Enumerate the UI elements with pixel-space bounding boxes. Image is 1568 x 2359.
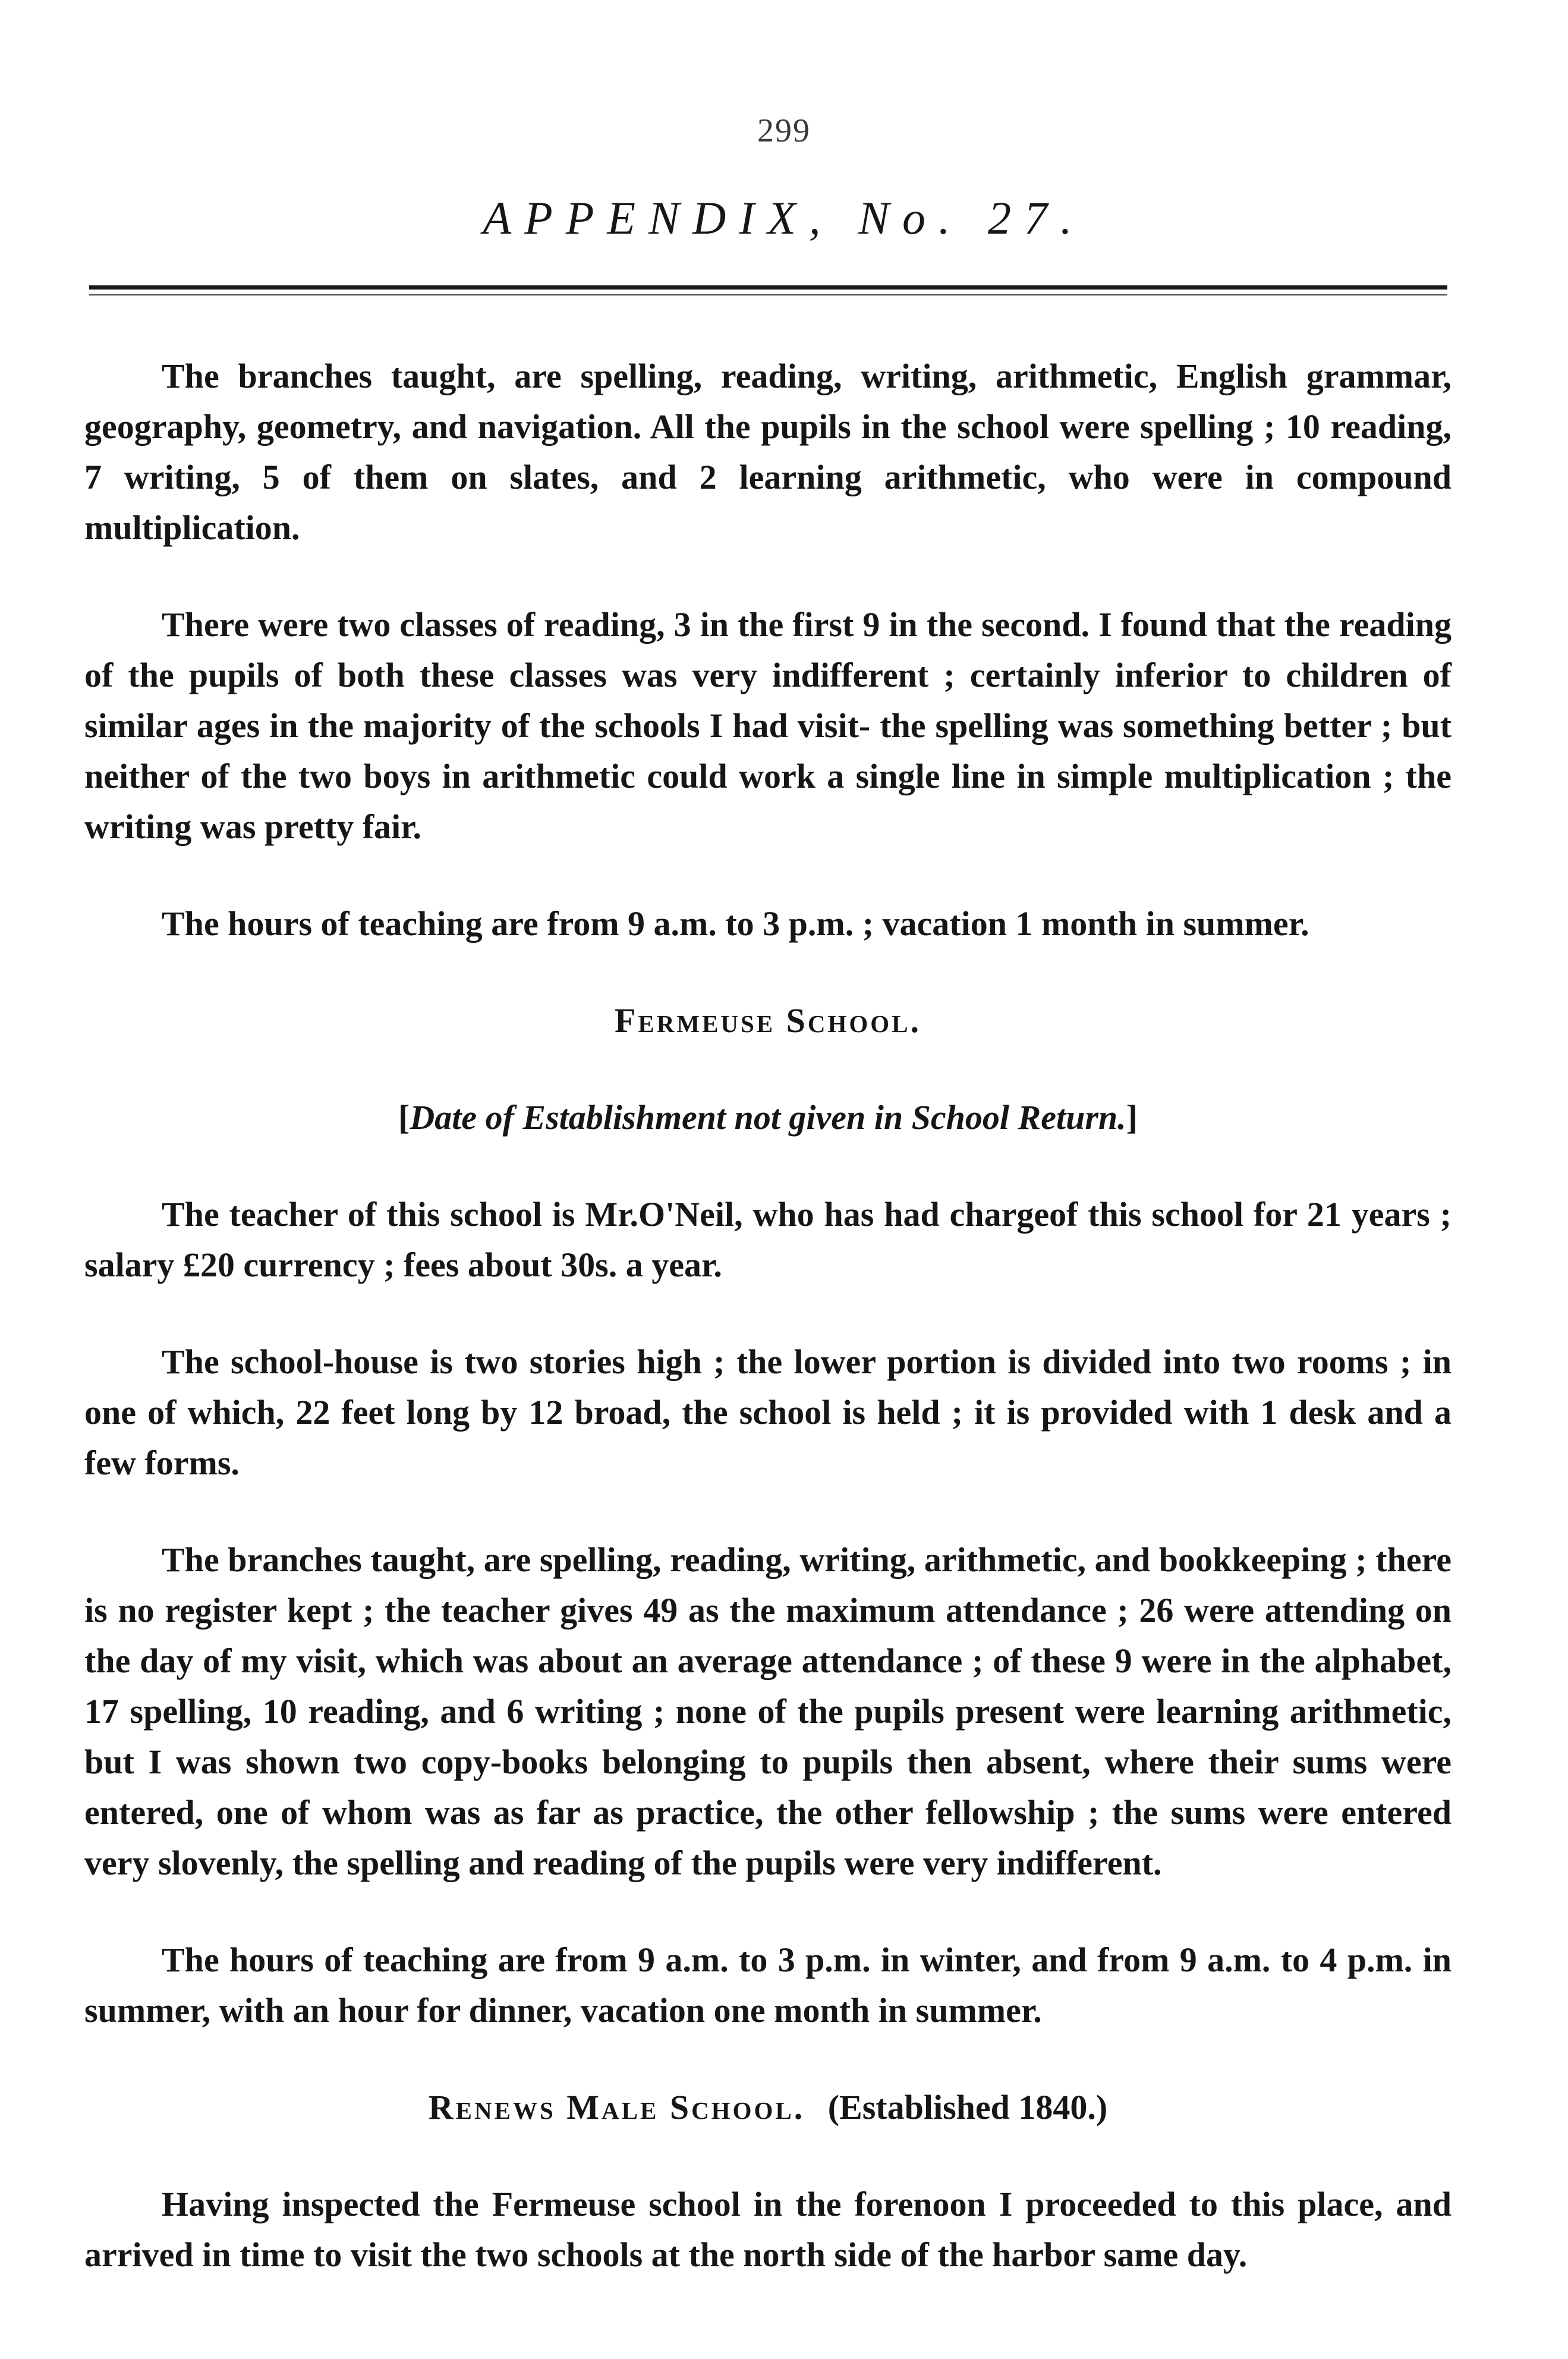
paragraph-reading-classes: There were two classes of reading, 3 in the first 9 in the second. I found that the reading of the pupils of both these classes was very indifferent ; certainly inferior to children of similar ages in the majority of the schools I had visit- the spelling was something better ; but neither of the two boys in arithmetic could work a single line in simple multiplication ; the writing was pretty fair. — [84, 605, 1451, 846]
page-number: 299 — [757, 112, 811, 149]
paragraph-branches-taught: The branches taught, are spelling, reading, writing, arithmetic, English grammar, geography, geometry, and navigation. All the pupils in the school were spelling ; 10 reading, 7 writing, 5 of them on slates, and 2 learning arithmetic, who were in compound multiplication. — [84, 357, 1451, 547]
paragraph-renews-visit: Having inspected the Fermeuse school in the forenoon I proceeded to this place, and arrived in time to visit the two schools at the north side of the harbor same day. — [84, 2185, 1451, 2274]
note-bracket-close: ] — [1126, 1098, 1138, 1137]
paragraph-fermeuse-hours: The hours of teaching are from 9 a.m. to 3 p.m. in winter, and from 9 a.m. to 4 p.m. in summer, with an hour for dinner, vacation one month in summer. — [84, 1940, 1451, 2030]
note-bracket-open: [ — [398, 1098, 410, 1137]
note-text: Date of Establishment not given in School Return. — [410, 1098, 1126, 1137]
renews-heading-title: Renews Male School. — [428, 2088, 805, 2127]
section-heading-fermeuse: Fermeuse School. — [614, 1001, 922, 1040]
paragraph-hours-of-teaching: The hours of teaching are from 9 a.m. to 3 p.m. ; vacation 1 month in summer. — [162, 904, 1309, 943]
page-body — [84, 351, 1451, 2326]
renews-established: (Established 1840.) — [827, 2088, 1108, 2127]
establishment-note — [84, 1092, 1451, 1143]
header-rule — [89, 285, 1447, 290]
section-heading-renews — [84, 2082, 1451, 2132]
paragraph-school-house: The school-house is two stories high ; the lower portion is divided into two rooms ; in one of which, 22 feet long by 12 broad, the school is held ; it is provided with 1 desk and a few forms. — [84, 1342, 1451, 1482]
header-rule-thin — [89, 294, 1447, 295]
running-head: APPENDIX, No. 27. — [483, 192, 1085, 244]
paragraph-fermeuse-branches: The branches taught, are spelling, reading, writing, arithmetic, and bookkeeping ; there is no register kept ; the teacher gives 49 as the maximum attendance ; 26 were attending on the day of my visit, which was about an average attendance ; of these 9 were in the alphabet, 17 spelling, 10 reading, and 6 writing ; none of the pupils present were learning arithmetic, but I was shown two copy-books belonging to pupils then absent, where their sums were entered, one of whom was as far as practice, the other fellowship ; the sums were entered very slovenly, the spelling and reading of the pupils were very indifferent. — [84, 1540, 1451, 1882]
paragraph-teacher: The teacher of this school is Mr.O'Neil, who has had chargeof this school for 21 years ; salary £20 currency ; fees about 30s. a year. — [84, 1195, 1451, 1284]
